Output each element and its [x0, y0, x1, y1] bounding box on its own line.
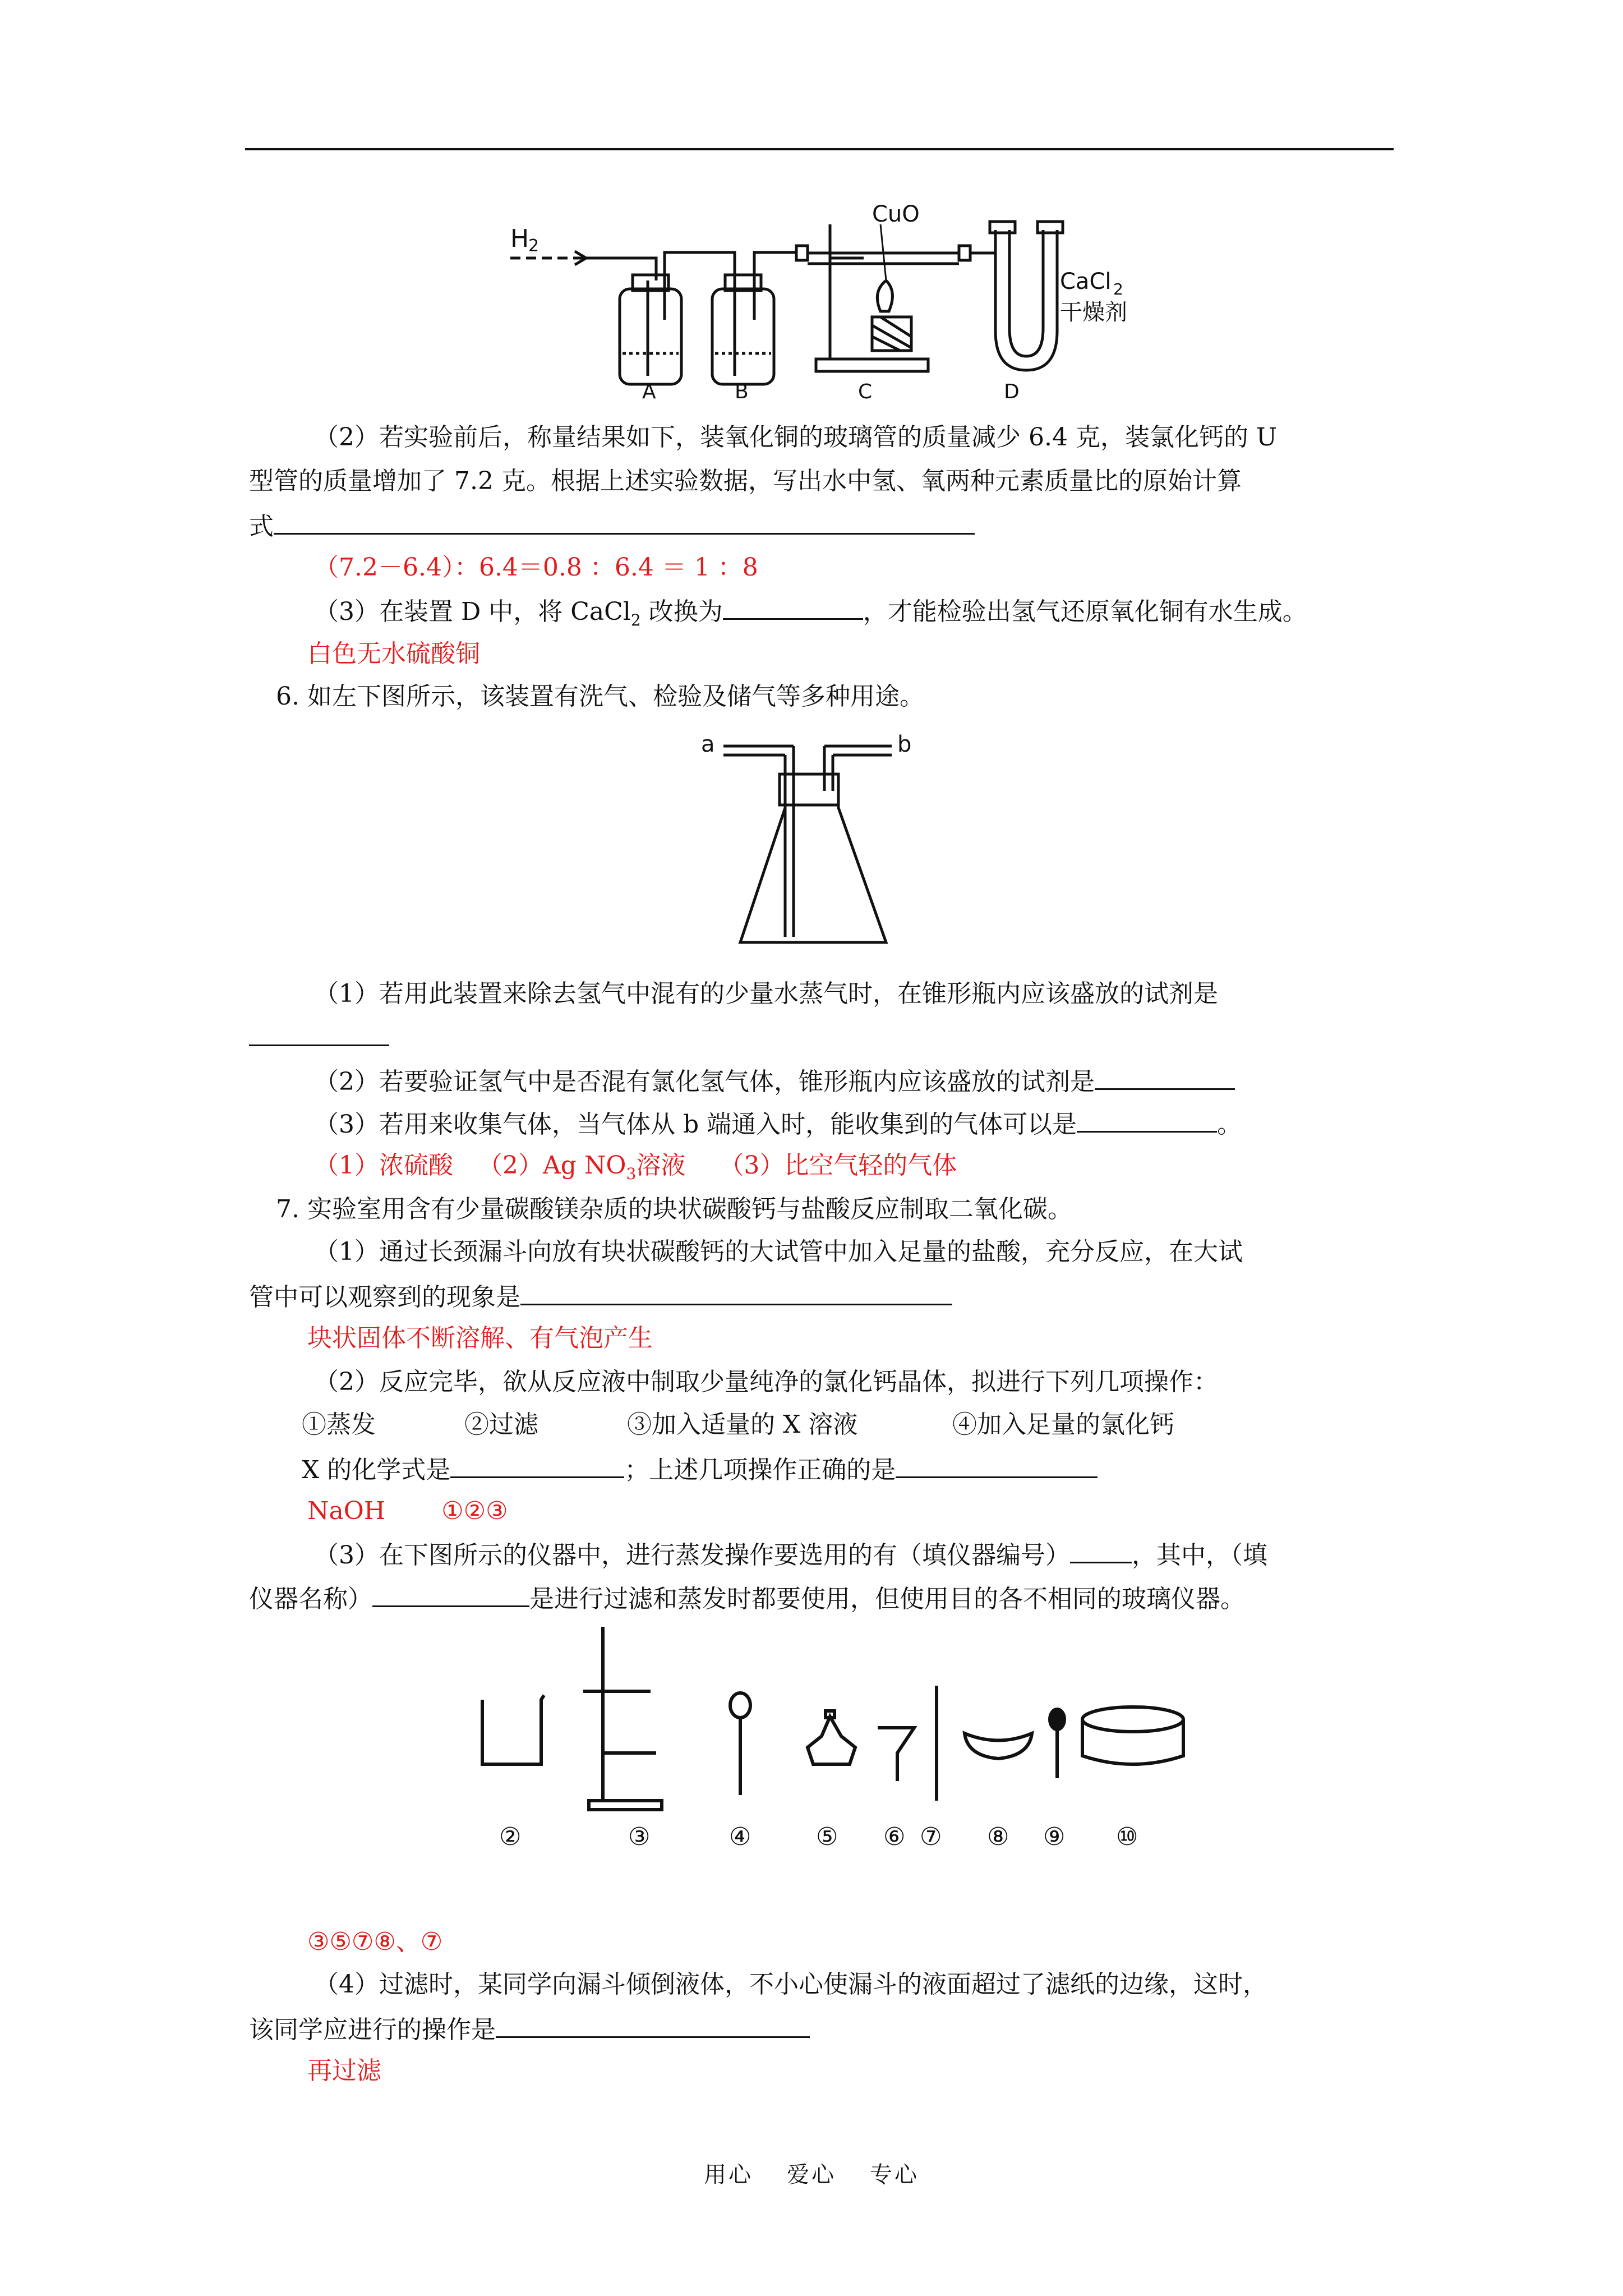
- q7-part2-line1: （2）反应完毕，欲从反应液中制取少量纯净的氯化钙晶体，拟进行下列几项操作：: [314, 1368, 1218, 1396]
- q7-part4-line1: （4）过滤时，某同学向漏斗倾倒液体，不小心使漏斗的液面超过了滤纸的边缘，这时，: [314, 1970, 1267, 1999]
- answer-blank[interactable]: [496, 2012, 810, 2038]
- q6-answer-2-sub: 3: [626, 1164, 637, 1183]
- port-a-label: a: [701, 731, 715, 757]
- q6-answer-3: （3）比空气轻的气体: [719, 1151, 957, 1180]
- q6-title: 6. 如左下图所示，该装置有洗气、检验及储气等多种用途。: [276, 682, 924, 711]
- footer-text-3: 专心: [870, 2162, 919, 2188]
- q6-answer-2-after: 溶液: [636, 1151, 686, 1180]
- svg-text:A: A: [642, 380, 656, 403]
- q7-operations: [302, 1408, 1174, 1442]
- instrument-label: ⑥: [883, 1823, 906, 1851]
- answer-blank[interactable]: [1077, 1106, 1217, 1133]
- answer-blank[interactable]: [520, 1279, 952, 1305]
- q7-part3-text-d: 是进行过滤和蒸发时都要使用，但使用目的各不相同的玻璃仪器。: [529, 1585, 1245, 1613]
- q6-answer-1: （1）浓硫酸: [314, 1151, 453, 1180]
- q5-part2-line2: 型管的质量增加了 7.2 克。根据上述实验数据，写出水中氢、氧两种元素质量比的原始计算: [249, 467, 1242, 495]
- q5-part3: [314, 593, 1307, 637]
- answer-blank[interactable]: [1070, 1537, 1132, 1563]
- page-footer: [0, 2157, 1623, 2189]
- q7-part1-text: 管中可以观察到的现象是: [249, 1283, 520, 1312]
- answer-blank[interactable]: [896, 1452, 1098, 1478]
- q6-part1-blank-line: [249, 1020, 389, 1055]
- svg-text:B: B: [735, 380, 749, 403]
- lab-instruments-figure: [471, 1621, 1223, 1868]
- instrument-label: ④: [729, 1823, 751, 1851]
- hydrogen-reduction-apparatus-figure: [494, 191, 1133, 404]
- instrument-label: ⑧: [987, 1823, 1009, 1851]
- q7-part4-answer: 再过滤: [307, 2056, 381, 2085]
- q5-part3-answer: 白色无水硫酸铜: [307, 639, 480, 668]
- instrument-label: ⑤: [816, 1823, 838, 1851]
- q7-part3-line2: [249, 1581, 1245, 1616]
- q7-part2-answer-b: ①②③: [441, 1497, 508, 1525]
- q6-part3-end: 。: [1217, 1110, 1242, 1139]
- instrument-label: ⑨: [1043, 1823, 1066, 1851]
- q5-part3-after: ，才能检验出氢气还原氧化铜有水生成。: [863, 597, 1307, 626]
- svg-text:H: H: [510, 224, 529, 253]
- q7-part3-text-a: （3）在下图所示的仪器中，进行蒸发操作要选用的有（填仪器编号）: [314, 1541, 1070, 1570]
- q5-part3-sub: 2: [630, 610, 641, 629]
- q5-part3-before: （3）在装置 D 中，将 CaCl: [314, 597, 631, 626]
- q6-part2-text: （2）若要验证氢气中是否混有氯化氢气体，锥形瓶内应该盛放的试剂是: [314, 1068, 1095, 1096]
- instrument-label: ⑩: [1116, 1823, 1138, 1851]
- q7-op-2: ②过滤: [464, 1410, 538, 1439]
- svg-text:D: D: [1004, 380, 1020, 403]
- svg-text:CuO: CuO: [872, 201, 920, 227]
- q5-part2-answer: （7.2－6.4）：6.4＝0.8 ：6.4 ＝ 1 ：8: [314, 553, 758, 582]
- svg-text:C: C: [858, 380, 873, 403]
- q7-part2-q-a: X 的化学式是: [302, 1456, 451, 1484]
- q7-part2-q-b: ；上述几项操作正确的是: [624, 1456, 896, 1484]
- q6-part3: [314, 1106, 1242, 1142]
- answer-blank[interactable]: [249, 1020, 389, 1046]
- answer-blank[interactable]: [1095, 1064, 1235, 1090]
- instrument-label: ③: [628, 1823, 651, 1851]
- q7-part3-answer: ③⑤⑦⑧、⑦: [307, 1927, 443, 1956]
- q5-part2-line1: （2）若实验前后，称量结果如下，装氧化铜的玻璃管的质量减少 6.4 克，装氯化钙的 U: [314, 423, 1278, 452]
- q6-part3-text: （3）若用来收集气体，当气体从 b 端通入时，能收集到的气体可以是: [314, 1110, 1077, 1139]
- q6-part1: （1）若用此装置来除去氢气中混有的少量水蒸气时，在锥形瓶内应该盛放的试剂是: [314, 979, 1218, 1008]
- q7-part1-line2: [249, 1279, 952, 1314]
- q7-part2-question: [302, 1452, 1098, 1487]
- answer-blank[interactable]: [723, 593, 863, 620]
- q7-part2-answer: [307, 1494, 508, 1528]
- q5-part2-line3: [249, 508, 975, 544]
- instrument-label: ⑦: [920, 1823, 942, 1851]
- conical-flask-figure: [695, 724, 942, 959]
- q7-title: 7. 实验室用含有少量碳酸镁杂质的块状碳酸钙与盐酸反应制取二氧化碳。: [276, 1195, 1072, 1223]
- q5-part3-mid: 改换为: [640, 597, 723, 626]
- svg-text:2: 2: [528, 236, 540, 256]
- q7-part1-answer: 块状固体不断溶解、有气泡产生: [307, 1324, 653, 1352]
- answer-blank[interactable]: [372, 1581, 529, 1607]
- header-rule: [245, 148, 1394, 150]
- q7-part4-text: 该同学应进行的操作是: [249, 2016, 496, 2044]
- instrument-label: ②: [499, 1823, 522, 1851]
- q7-part1-line1: （1）通过长颈漏斗向放有块状碳酸钙的大试管中加入足量的盐酸，充分反应，在大试: [314, 1237, 1243, 1266]
- q7-op-4: ④加入足量的氯化钙: [952, 1410, 1174, 1439]
- q7-op-1: ①蒸发: [302, 1410, 376, 1439]
- q5-part2-prefix: 式: [249, 512, 274, 541]
- svg-text:2: 2: [1113, 280, 1123, 298]
- answer-blank[interactable]: [450, 1452, 624, 1478]
- q7-part4-line2: [249, 2012, 810, 2047]
- footer-text-2: 爱心: [787, 2162, 836, 2188]
- q7-op-3: ③加入适量的 X 溶液: [627, 1410, 858, 1439]
- port-b-label: b: [897, 731, 912, 757]
- q7-part3-text-b: ，其中，（填: [1132, 1541, 1267, 1570]
- q7-part3-line1: [314, 1537, 1267, 1572]
- svg-text:干燥剂: 干燥剂: [1060, 300, 1127, 325]
- svg-text:CaCl: CaCl: [1060, 269, 1112, 295]
- q6-answer-2: （2）Ag NO: [478, 1151, 626, 1180]
- q7-part3-text-c: 仪器名称）: [249, 1585, 372, 1613]
- q6-part2: [314, 1064, 1235, 1099]
- answer-blank[interactable]: [274, 508, 975, 535]
- q6-answers: [314, 1149, 957, 1191]
- q7-part2-answer-a: NaOH: [307, 1497, 386, 1525]
- footer-text-1: 用心: [704, 2162, 753, 2188]
